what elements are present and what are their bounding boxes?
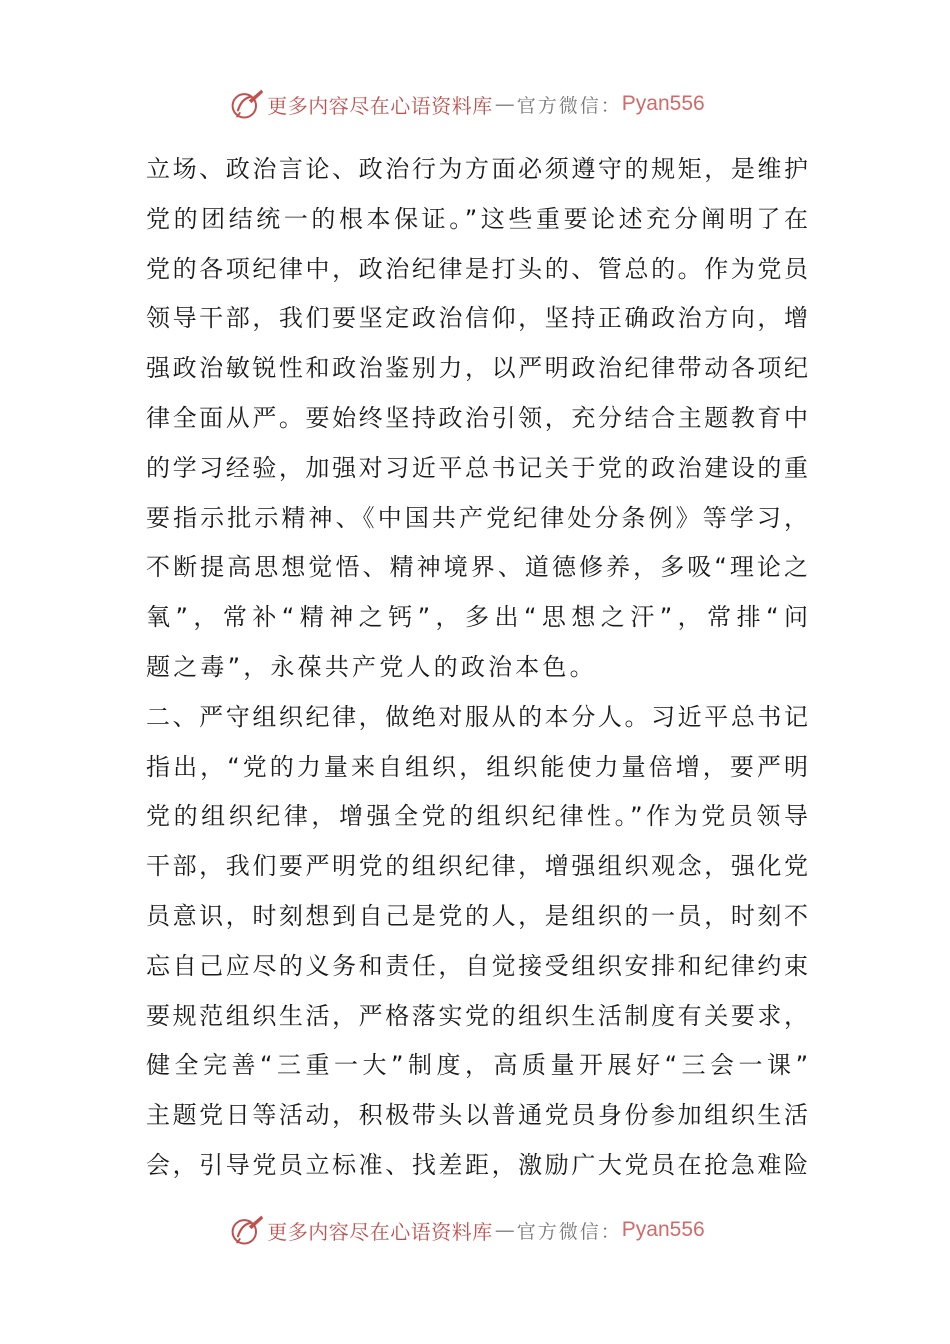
banner-wechat-label: 官方微信： bbox=[516, 94, 622, 117]
header-banner bbox=[0, 84, 950, 124]
footer-banner bbox=[0, 1210, 950, 1250]
text-line: 党的各项纪律中，政治纪律是打头的、管总的。作为党员 bbox=[146, 254, 808, 283]
section-heading-line: 二、严守组织纪律，做绝对服从的本分人。习近平总书记 bbox=[146, 702, 808, 731]
text-line: 主题党日等活动，积极带头以普通党员身份参加组织生活 bbox=[146, 1101, 808, 1130]
banner-title: 更多内容尽在心语资料库 bbox=[267, 93, 493, 118]
text-line: 党的团结统一的根本保证。”这些重要论述充分阐明了在 bbox=[146, 204, 808, 233]
text-line: 不断提高思想觉悟、精神境界、道德修养，多吸“理论之 bbox=[146, 553, 808, 582]
text-line: 的学习经验，加强对习近平总书记关于党的政治建设的重 bbox=[146, 453, 808, 482]
text-line: 党的组织纪律，增强全党的组织纪律性。”作为党员领导 bbox=[146, 802, 808, 831]
pen-logo-icon bbox=[229, 86, 265, 122]
banner-wechat-label: 官方微信： bbox=[516, 1220, 622, 1243]
text-line: 干部，我们要严明党的组织纪律，增强组织观念，强化党 bbox=[146, 852, 808, 881]
text-line: 健全完善“三重一大”制度，高质量开展好“三会一课” bbox=[146, 1051, 808, 1080]
pen-logo-icon bbox=[229, 1212, 265, 1248]
banner-separator: — bbox=[494, 92, 515, 116]
text-line: 氧”，常补“精神之钙”，多出“思想之汗”，常排“问 bbox=[146, 603, 808, 632]
text-line: 员意识，时刻想到自己是党的人，是组织的一员，时刻不 bbox=[146, 901, 808, 930]
footer-banner-content bbox=[229, 1212, 704, 1248]
text-line: 忘自己应尽的义务和责任，自觉接受组织安排和纪律约束 bbox=[146, 951, 808, 980]
text-line: 领导干部，我们要坚定政治信仰，坚持正确政治方向，增 bbox=[146, 304, 808, 333]
text-line: 要规范组织生活，严格落实党的组织生活制度有关要求， bbox=[146, 1001, 808, 1030]
header-banner-content bbox=[229, 86, 704, 122]
text-line: 强政治敏锐性和政治鉴别力，以严明政治纪律带动各项纪 bbox=[146, 354, 808, 383]
text-line: 会，引导党员立标准、找差距，激励广大党员在抢急难险 bbox=[146, 1150, 808, 1179]
text-line: 立场、政治言论、政治行为方面必须遵守的规矩，是维护 bbox=[146, 155, 808, 183]
text-line: 律全面从严。要始终坚持政治引领，充分结合主题教育中 bbox=[146, 403, 808, 432]
banner-separator: — bbox=[494, 1218, 515, 1242]
text-line: 指出，“党的力量来自组织，组织能使力量倍增，要严明 bbox=[146, 752, 808, 781]
banner-wechat-id: Pyan556 bbox=[621, 1218, 705, 1241]
banner-title: 更多内容尽在心语资料库 bbox=[267, 1219, 493, 1244]
banner-wechat-id: Pyan556 bbox=[621, 92, 705, 115]
document-body bbox=[146, 145, 808, 1191]
text-line: 题之毒”，永葆共产党人的政治本色。 bbox=[146, 652, 597, 681]
text-line: 要指示批示精神、《中国共产党纪律处分条例》等学习， bbox=[146, 503, 808, 532]
